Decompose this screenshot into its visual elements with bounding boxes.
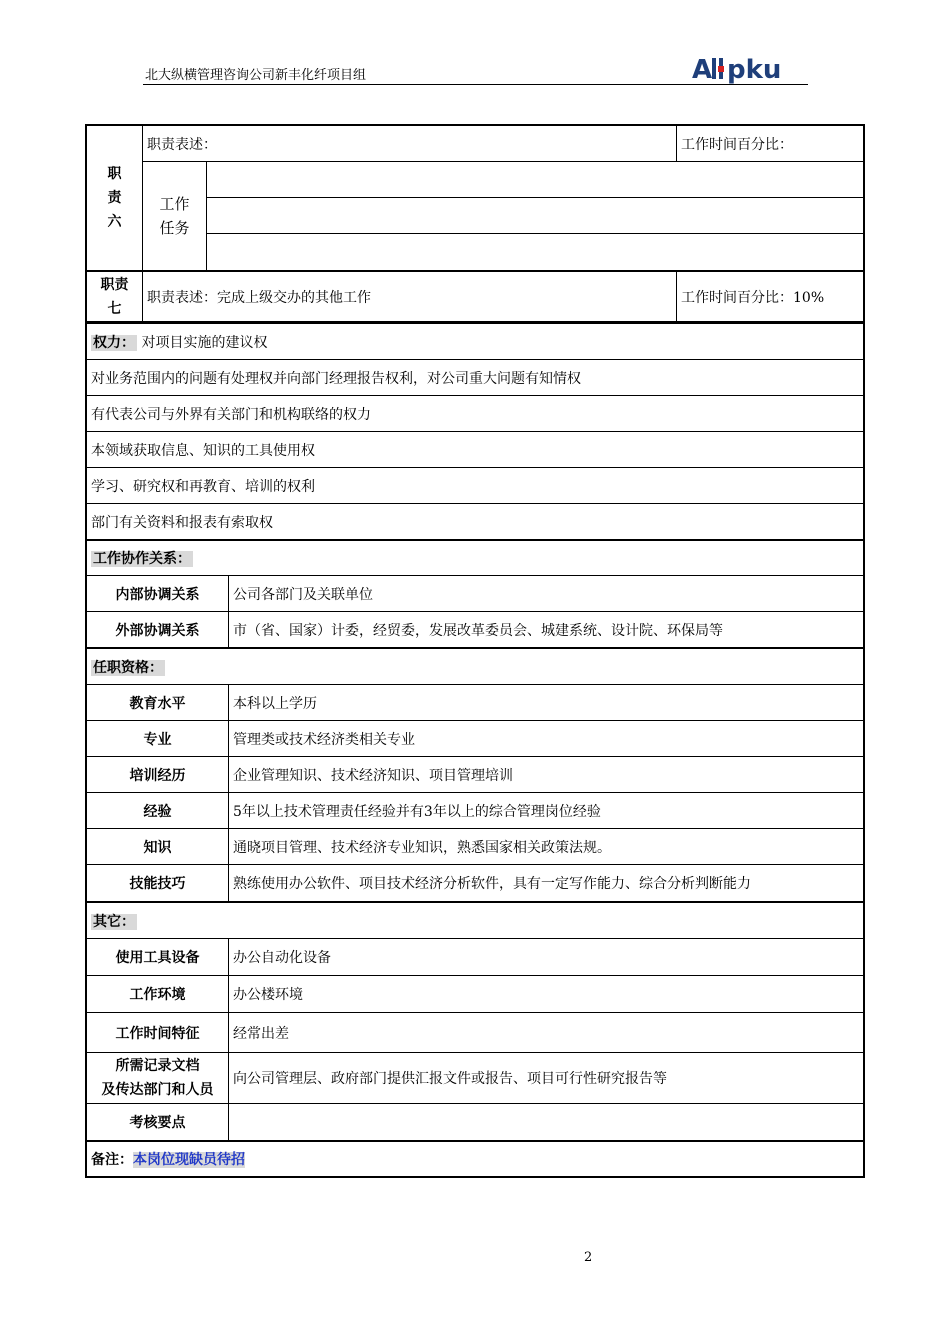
page-number: 2: [584, 1250, 593, 1265]
qualification-label: 专业: [87, 721, 229, 757]
qualification-value: 通晓项目管理、技术经济专业知识，熟悉国家相关政策法规。: [229, 829, 864, 865]
authority-item: 部门有关资料和报表有索取权: [87, 504, 864, 540]
authority-item: 对业务范围内的问题有处理权并向部门经理报告权利，对公司重大问题有知情权: [87, 360, 864, 396]
svg-text:A: A: [692, 55, 713, 84]
qualification-table: [86, 648, 864, 902]
relations-label: 外部协调关系: [87, 612, 229, 648]
qualification-value: 企业管理知识、技术经济知识、项目管理培训: [229, 757, 864, 793]
authority-item: 有代表公司与外界有关部门和机构联络的权力: [87, 396, 864, 432]
other-value: [229, 1104, 864, 1141]
authority-item: 学习、研究权和再教育、培训的权利: [87, 468, 864, 504]
other-table: [86, 902, 864, 1141]
duty-six-label: 职 责 六: [87, 126, 143, 271]
duty-six-percent: 工作时间百分比：: [677, 126, 864, 162]
authority-row: [87, 324, 864, 360]
qualification-label: 知识: [87, 829, 229, 865]
qualification-value: 本科以上学历: [229, 685, 864, 721]
duty-six-task-1: [207, 162, 864, 198]
note-value: 本岗位现缺员待招: [133, 1152, 245, 1168]
note-table: [86, 1141, 864, 1177]
other-value: 向公司管理层、政府部门提供汇报文件或报告、项目可行性研究报告等: [229, 1053, 864, 1104]
other-label: 工作时间特征: [87, 1013, 229, 1053]
other-label: 工作环境: [87, 976, 229, 1013]
other-value: 办公楼环境: [229, 976, 864, 1013]
relations-value: 市（省、国家）计委，经贸委，发展改革委员会、城建系统、设计院、环保局等: [229, 612, 864, 648]
duty-six-task-label: 工作 任务: [143, 162, 207, 271]
duty-six-table: [86, 125, 864, 271]
qualification-label: 经验: [87, 793, 229, 829]
note-row: [87, 1142, 864, 1177]
relations-table: [86, 540, 864, 648]
relations-title: 工作协作关系：: [93, 551, 191, 567]
authority-title: 权力：: [93, 334, 135, 351]
qualification-label: 技能技巧: [87, 865, 229, 902]
header-company: 北大纵横管理咨询公司新丰化纤项目组: [145, 68, 367, 83]
company-logo: [690, 54, 810, 84]
qualification-value: 管理类或技术经济类相关专业: [229, 721, 864, 757]
qualification-label: 教育水平: [87, 685, 229, 721]
duty-six-task-3: [207, 234, 864, 271]
other-title: 其它：: [93, 913, 135, 930]
other-value: 经常出差: [229, 1013, 864, 1053]
authority-table: [86, 323, 864, 540]
qualification-label: 培训经历: [87, 757, 229, 793]
other-value: 办公自动化设备: [229, 939, 864, 976]
qualification-head: [87, 649, 864, 685]
qualification-value: 5年以上技术管理责任经验并有3年以上的综合管理岗位经验: [229, 793, 864, 829]
other-head: [87, 903, 864, 939]
duty-six-desc: 职责表述：: [143, 126, 677, 162]
duty-seven-percent: 工作时间百分比：10%: [677, 272, 864, 322]
authority-item: 本领域获取信息、知识的工具使用权: [87, 432, 864, 468]
svg-text:pku: pku: [727, 55, 782, 84]
relations-value: 公司各部门及关联单位: [229, 576, 864, 612]
duty-six-task-2: [207, 198, 864, 234]
qualification-value: 熟练使用办公软件、项目技术经济分析软件，具有一定写作能力、综合分析判断能力: [229, 865, 864, 902]
qualification-title: 任职资格：: [93, 659, 163, 676]
other-label: 考核要点: [87, 1104, 229, 1141]
other-label: 使用工具设备: [87, 939, 229, 976]
duty-seven-desc: 职责表述：完成上级交办的其他工作: [143, 272, 677, 322]
relations-label: 内部协调关系: [87, 576, 229, 612]
other-label: 所需记录文档 及传达部门和人员: [87, 1053, 229, 1104]
duty-seven-label: 职责 七: [87, 272, 143, 322]
header-rule: [143, 84, 808, 85]
authority-first: 对项目实施的建议权: [141, 334, 268, 351]
duty-seven-table: [86, 271, 864, 322]
note-label: 备注：: [91, 1152, 133, 1168]
relations-head: [87, 541, 864, 576]
